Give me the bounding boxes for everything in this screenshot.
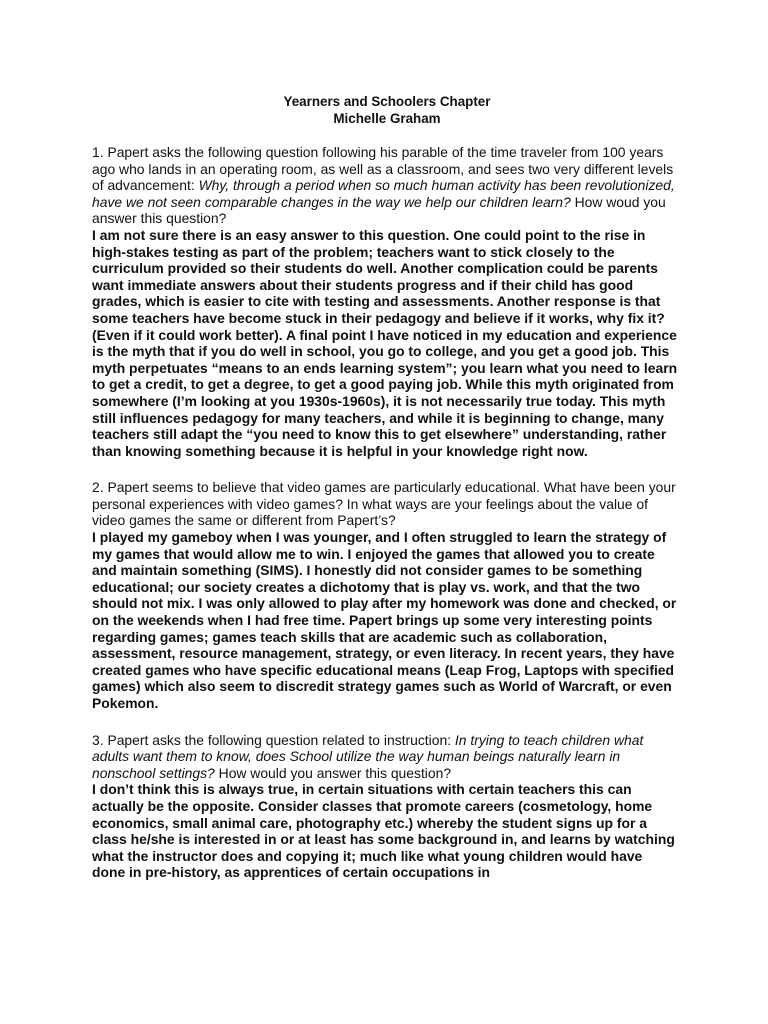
question-3-prompt: How would you answer this question? [214, 764, 452, 781]
section-1 [92, 144, 678, 459]
answer-1: I am not sure there is an easy answer to this question. One could point to the rise in high-stakes testing as part of the problem; teachers want to stick closely to the curriculum provided so their students do well. Another complication could be parents want immediate answers about their students progress and if their child has good grades, which is easier to cite with testing and assessments. Another response is that some teachers have become stuck in their pedagogy and believe if it works, why fix it? (Even if it could work better). A final point I have noticed in my education and experience is the myth that if you do well in school, you go to college, and you get a good job. This myth perpetuates “means to an ends learning system”; you learn what you need to learn to get a credit, to get a degree, to get a good paying job. While this myth originated from somewhere (I’m looking at you 1930s-1960s), it is not necessarily true today. This myth still influences pedagogy for many teachers, and while it is beginning to change, many teachers still adapt the “you need to know this to get elsewhere” understanding, rather than knowing something because it is helpful in your knowledge right now. [92, 226, 678, 459]
question-1-text: 1. Papert asks the following question following his parable of the time traveler from 100 years ago who lands in an operating room, as well as a classroom, and sees two very different levels of advancement: [92, 144, 674, 194]
question-1 [92, 144, 678, 227]
answer-2: I played my gameboy when I was younger, and I often struggled to learn the strategy of my games that would allow me to win. I enjoyed the games that allowed you to create and maintain something (SIMS). I honestly did not consider games to be something educational; our society creates a dichotomy that is play vs. work, and that the two should not mix. I was only allowed to play after my homework was done and checked, or on the weekends when I had free time. Papert brings up some very interesting points regarding games; games teach skills that are academic such as collaboration, assessment, resource management, strategy, or even literacy. In recent years, they have created games who have specific educational means (Leap Frog, Laptops with specified games) which also seem to discredit strategy games such as World of Warcraft, or even Pokemon. [92, 529, 677, 711]
document-header [92, 93, 678, 127]
question-3-quote: In trying to teach children what adults want them to know, does School utilize the way human beings naturally learn in nonschool settings? [92, 731, 644, 781]
document-title: Yearners and Schoolers Chapter [283, 94, 491, 109]
question-1-quote: Why, through a period when so much human activity has been revolutionized, have we not seen comparable changes in the way we help our children learn? [92, 177, 675, 210]
question-2 [92, 479, 678, 529]
question-3 [92, 732, 678, 782]
section-spacer [92, 712, 678, 732]
question-3-text: 3. Papert asks the following question related to instruction: [92, 731, 455, 748]
document-page [92, 93, 678, 881]
section-2 [92, 479, 678, 711]
question-1-prompt: How woud you answer this question? [92, 193, 666, 227]
answer-3: I don’t think this is always true, in certain situations with certain teachers this can actually be the opposite. Consider classes that promote careers (cosmetology, home economics, small animal care, photography etc.) whereby the student signs up for a class he/she is interested in or at least has some background in, and learns by watching what the instructor does and copying it; much like what young children would have done in pre-history, as apprentices of certain occupations in [92, 781, 675, 881]
section-3 [92, 732, 678, 881]
document-author: Michelle Graham [333, 111, 441, 126]
question-2-text: 2. Papert seems to believe that video games are particularly educational. What have been your personal experiences with video games? In what ways are your feelings about the value of video games the same or different from Papert’s? [92, 479, 676, 529]
section-spacer [92, 459, 678, 479]
